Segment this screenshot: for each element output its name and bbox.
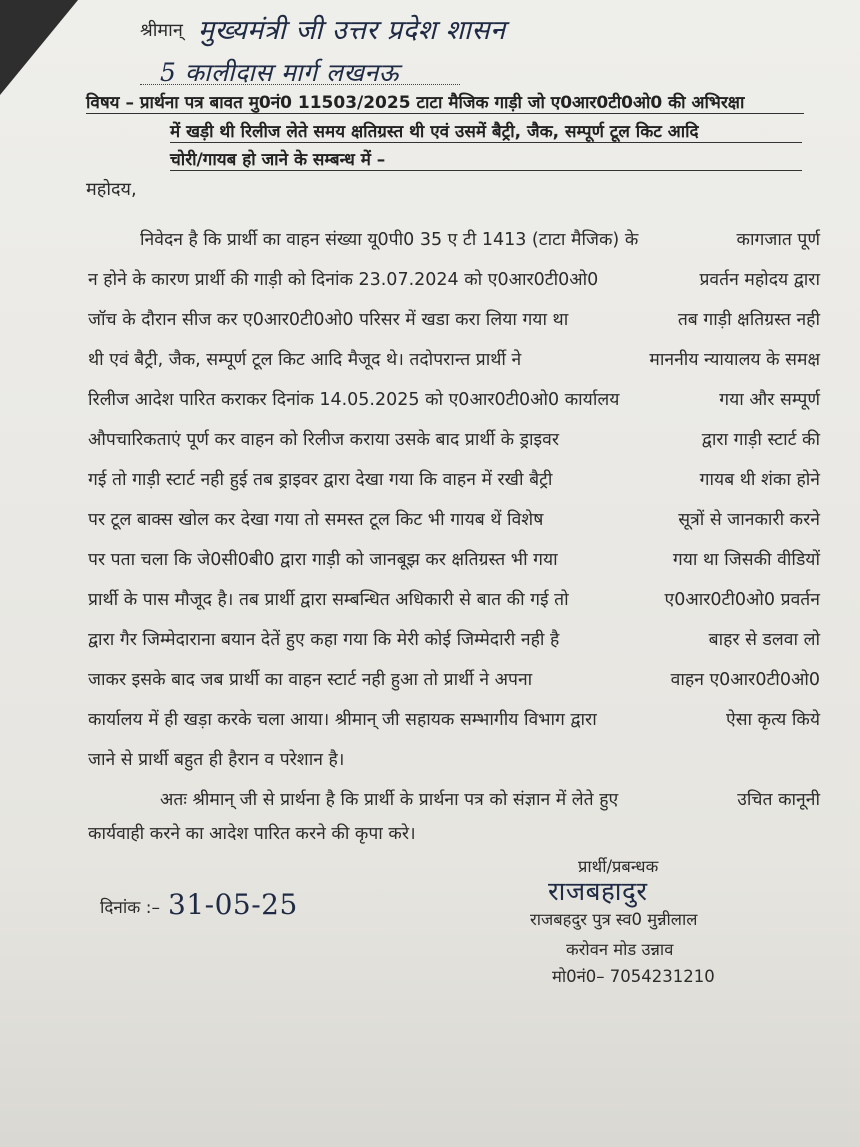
body-line: जाने से प्रार्थी बहुत ही हैरान व परेशान है।: [88, 750, 345, 770]
body-line: रिलीज आदेश पारित कराकर दिनांक 14.05.2025 को ए0आर0टी0ओ0 कार्यालय गया और सम्पूर्ण: [88, 390, 820, 410]
date-label: दिनांक :–: [100, 898, 160, 918]
body-line: प्रार्थी के पास मौजूद है। तब प्रार्थी द्वारा सम्बन्धित अधिकारी से बात की गई तो ए0आर0टी0ओ0 प्रवर्तन: [88, 590, 820, 610]
body-line: द्वारा गैर जिम्मेदाराना बयान देतें हुए कहा गया कि मेरी कोई जिम्मेदारी नही है बाहर से डलवा लो: [88, 630, 820, 650]
applicant-address: करोवन मोड उन्नाव: [566, 940, 674, 959]
greeting: महोदय,: [86, 179, 137, 200]
body-line: पर पता चला कि जे0सी0बी0 द्वारा गाड़ी को जानबूझ कर क्षतिग्रस्त भी गया गया था जिसकी वीडियों: [88, 550, 820, 570]
date-handwritten: 31-05-25: [168, 888, 298, 921]
request-line: अतः श्रीमान् जी से प्रार्थना है कि प्रार्थी के प्रार्थना पत्र को संज्ञान में लेते हुए उचित कानूनी: [160, 790, 820, 810]
recipient-handwritten: मुख्यमंत्री जी उत्तर प्रदेश शासन: [198, 15, 506, 46]
body-line: निवेदन है कि प्रार्थी का वाहन संख्या यू0पी0 35 ए टी 1413 (टाटा मैजिक) के कागजात पूर्ण: [140, 230, 820, 250]
applicant-name: राजबहदुर पुत्र स्व0 मुन्नीलाल: [530, 910, 698, 929]
body-line: कार्यालय में ही खड़ा करके चला आया। श्रीमान् जी सहायक सम्भागीय विभाग द्वारा ऐसा कृत्य किये: [88, 710, 820, 730]
body-line: जॉच के दौरान सीज कर ए0आर0टी0ओ0 परिसर में खडा करा लिया गया था तब गाड़ी क्षतिग्रस्त नही: [88, 310, 820, 330]
recipient-address-handwritten: 5 कालीदास मार्ग लखनऊ: [160, 58, 399, 87]
signature-handwritten: राजबहादुर: [548, 877, 648, 907]
subject-line-3: चोरी/गायब हो जाने के सम्बन्ध में –: [170, 147, 802, 171]
body-line: गई तो गाड़ी स्टार्ट नही हुई तब ड्राइवर द्वारा देखा गया कि वाहन में रखी बैट्री गायब थी शंका होने: [88, 470, 820, 490]
body-line: औपचारिकताएं पूर्ण कर वाहन को रिलीज कराया उसके बाद प्रार्थी के ड्राइवर द्वारा गाड़ी स्टार्ट की: [88, 430, 820, 450]
subject-line-2: में खड़ी थी रिलीज लेते समय क्षतिग्रस्त थी एवं उसमें बैट्री, जैक, सम्पूर्ण टूल किट आदि: [170, 119, 802, 143]
applicant-role: प्रार्थी/प्रबन्धक: [578, 857, 659, 876]
body-line: न होने के कारण प्रार्थी की गाड़ी को दिनांक 23.07.2024 को ए0आर0टी0ओ0 प्रवर्तन महोदय द्वारा: [88, 270, 820, 290]
body-line: पर टूल बाक्स खोल कर देखा गया तो समस्त टूल किट भी गायब थें विशेष सूत्रों से जानकारी करने: [88, 510, 820, 530]
body-line: थी एवं बैट्री, जैक, सम्पूर्ण टूल किट आदि मैजूद थे। तदोपरान्त प्रार्थी ने माननीय न्यायालय के समक्ष: [88, 350, 820, 370]
shadow-corner: [0, 0, 78, 95]
subject-line-1: विषय – प्रार्थना पत्र बावत मु0नं0 11503/2025 टाटा मैजिक गाड़ी जो ए0आर0टी0ओ0 की अभिरक्षा: [86, 90, 804, 114]
body-line: जाकर इसके बाद जब प्रार्थी का वाहन स्टार्ट नही हुआ तो प्रार्थी ने अपना वाहन ए0आर0टी0ओ0: [88, 670, 820, 690]
applicant-mobile: मो0नं0– 7054231210: [552, 967, 715, 986]
request-line: कार्यवाही करने का आदेश पारित करने की कृपा करे।: [88, 824, 416, 844]
salutation-prefix: श्रीमान्: [140, 20, 183, 41]
address-dotted-line: [140, 84, 460, 85]
